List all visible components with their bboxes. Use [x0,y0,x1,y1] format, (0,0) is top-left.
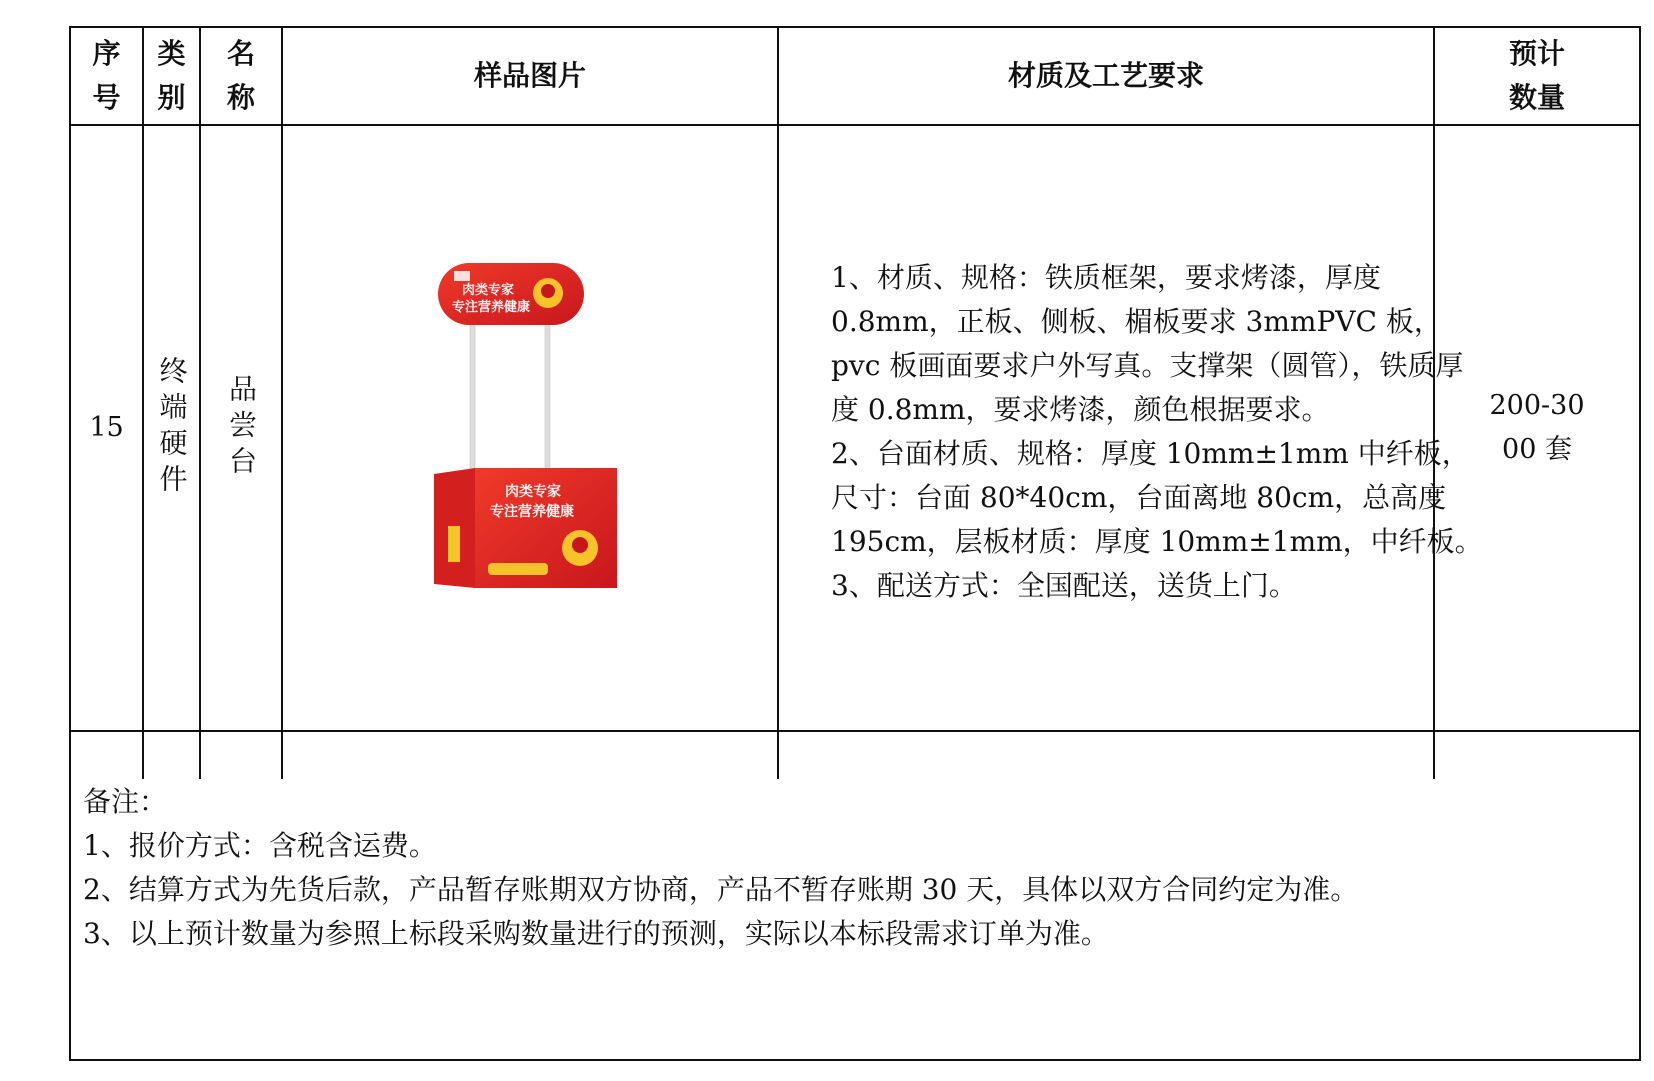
row-name-value: 品尝台 [225,374,258,482]
spec-table [69,26,1641,1061]
row-seq [71,126,142,730]
note-item-1: 1、报价方式：含税含运费。 [83,829,437,862]
requirement-item-1: 1、材质、规格：铁质框架，要求烤漆，厚度 0.8mm，正板、侧板、楣板要求 3mmPVC 板，pvc 板画面要求户外写真。支撑架（圆管），铁质厚度 0.8mm，要求烤漆，颜色根据要求。 [831,261,1464,426]
header-name [201,28,281,124]
header-quantity [1435,28,1639,124]
header-name-label: 名称 [226,37,255,114]
note-item-2: 2、结算方式为先货后款，产品暂存账期双方协商，产品不暂存账期 30 天，具体以双方合同约定为准。 [83,873,1359,906]
requirements-text [831,256,1491,608]
header-category-label: 类别 [157,37,186,114]
notes-section [83,780,1358,956]
sample-image-cell [283,126,777,730]
row-name [201,126,281,730]
row-seq-value: 15 [89,412,124,443]
tasting-booth-image [430,258,630,598]
brand-logo [454,271,470,281]
side-number-icon [448,526,460,562]
header-requirements-label: 材质及工艺要求 [1007,59,1204,92]
header-sample-image-label: 样品图片 [473,59,586,92]
row-category-value: 终端硬件 [155,356,189,500]
left-pole [470,320,475,480]
header-quantity-label: 预计数量 [1508,37,1565,114]
notes-divider [71,730,1639,732]
banner-text-2: 专注营养健康 [452,300,531,315]
note-item-3: 3、以上预计数量为参照上标段采购数量进行的预测，实际以本标段需求订单为准。 [83,917,1109,950]
counter-badge [488,563,548,575]
counter-text-2: 专注营养健康 [490,504,574,520]
column-divider [777,28,779,779]
row-category [144,126,199,730]
row-quantity [1435,126,1639,730]
header-sample-image [283,28,777,124]
header-requirements [779,28,1433,124]
header-category [144,28,199,124]
header-seq [71,28,142,124]
row-quantity-value: 200-3000 套 [1489,390,1585,465]
requirement-item-2: 2、台面材质、规格：厚度 10mm±1mm 中纤板，尺寸：台面 80*40cm，台面离地 80cm，总高度 195cm，层板材质：厚度 10mm±1mm，中纤板。 [831,437,1483,558]
right-pole [545,320,550,480]
banner-text-1: 肉类专家 [462,283,515,298]
header-seq-label: 序号 [92,37,121,114]
counter-text-1: 肉类专家 [505,484,561,500]
notes-title: 备注： [83,785,168,818]
requirement-item-3: 3、配送方式：全国配送，送货上门。 [831,569,1297,602]
